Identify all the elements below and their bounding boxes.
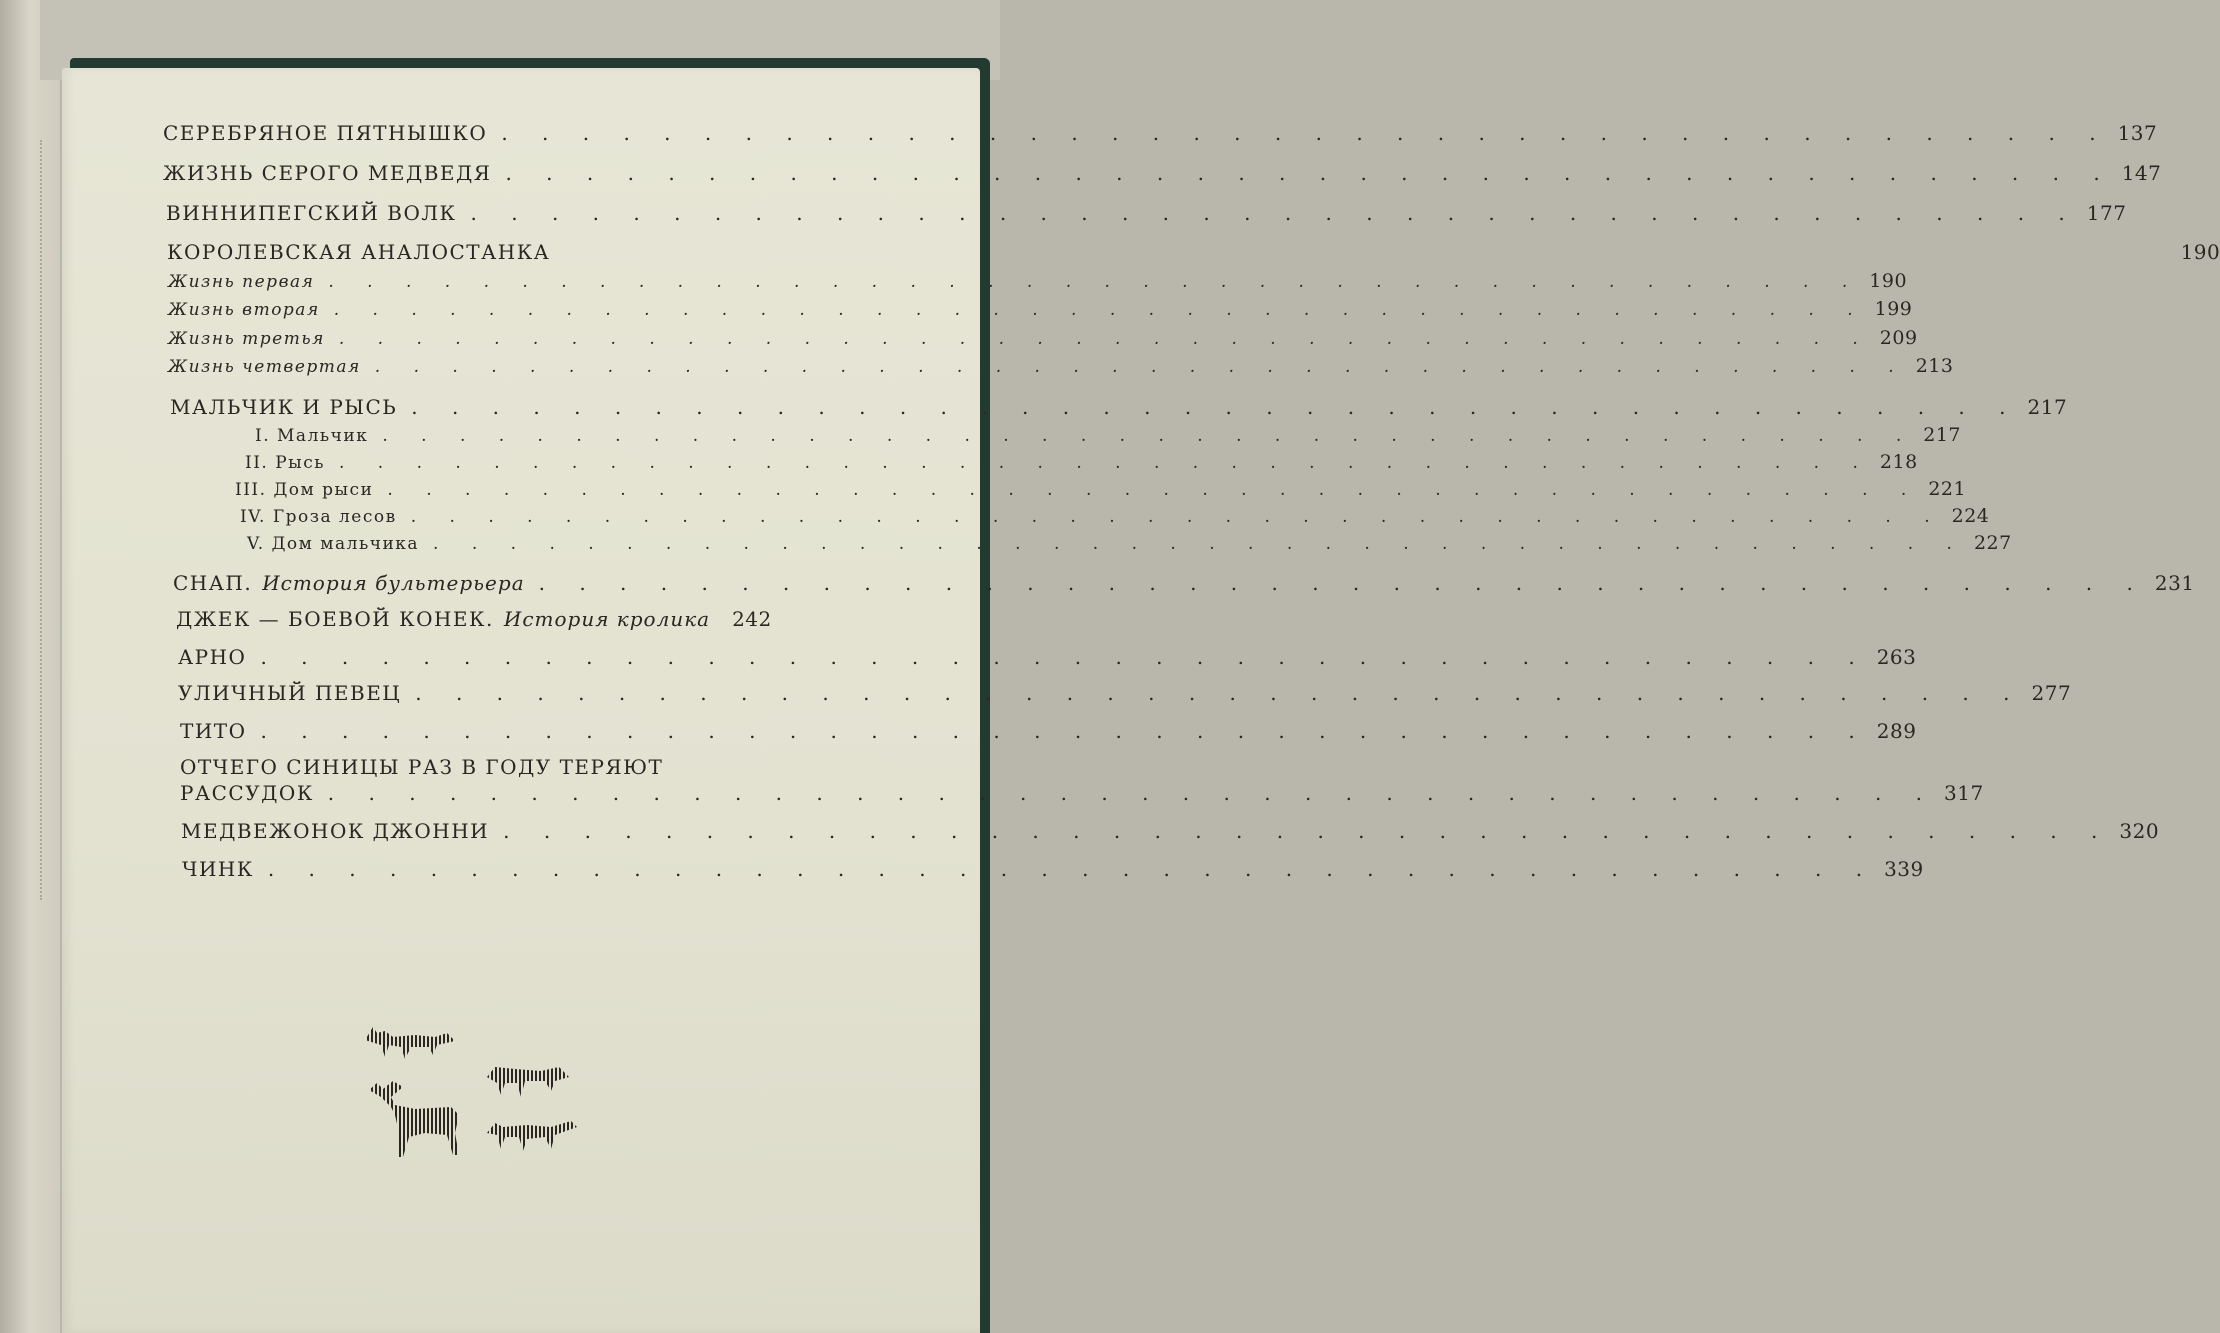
toc-entry-title: I. Мальчик <box>255 426 369 446</box>
toc-entry <box>247 532 2012 554</box>
dot-leader: . . . . . . . . . . . . . . . . . . . . . . . . . . . . . . . . . . . . . . . . <box>338 329 1872 349</box>
toc-entry-title: КОРОЛЕВСКАЯ АНАЛОСТАНКА <box>167 240 551 264</box>
dot-leader: . . . . . . . . . . . . . . . . . . . . . . . . . . . . . . . . . . . . . . . . <box>470 201 2079 225</box>
dot-leader: . . . . . . . . . . . . . . . . . . . . . . . . . . . . . . . . . . . . . . . . <box>503 819 2112 843</box>
dot-leader: . . . . . . . . . . . . . . . . . . . . . . . . . . . . . . . . . . . . . . . . <box>260 645 1869 669</box>
toc-entry-title: ТИТО <box>180 719 247 743</box>
toc-entry <box>168 327 1918 349</box>
dot-leader: . . . . . . . . . . . . . . . . . . . . . . . . . . . . . . . . . . . . . . . . <box>260 719 1869 743</box>
toc-entry <box>178 681 2072 705</box>
toc-page-number: 339 <box>1884 857 1924 881</box>
toc-entry-title: IV. Гроза лесов <box>240 507 397 527</box>
toc-entry <box>166 201 2127 225</box>
toc-entry <box>163 121 2158 145</box>
toc-entry <box>173 571 2195 595</box>
toc-entry <box>240 505 1990 527</box>
dot-leader: . . . . . . . . . . . . . . . . . . . . . . . . . . . . . . . . . . . . . . . . <box>267 857 1877 881</box>
toc-entry-title: II. Рысь <box>245 453 325 473</box>
wolf-icon <box>487 1067 569 1097</box>
toc-entry-title: ДЖЕК — БОЕВОЙ КОНЕК. <box>176 607 494 631</box>
toc-entry-title: МЕДВЕЖОНОК ДЖОННИ <box>181 819 490 843</box>
toc-page-number: 137 <box>2117 121 2158 145</box>
toc-entry <box>178 645 1917 669</box>
toc-page-number: 217 <box>1923 424 1961 446</box>
toc-page-number: 218 <box>1879 451 1918 473</box>
dot-leader: . . . . . . . . . . . . . . . . . . . . . . . . . . . . . . . . . . . . . . . . <box>415 681 2024 705</box>
toc-entry <box>235 478 1967 500</box>
dot-leader: . . . . . . . . . . . . . . . . . . . . . . . . . . . . . . . . . . . . . . . . <box>505 161 2114 185</box>
toc-page-number: 209 <box>1879 327 1918 349</box>
dot-leader: . . . . . . . . . . . . . . . . . . . . . . . . . . . . . . . . . . . . . . . . <box>338 453 1872 473</box>
toc-entry-title: СЕРЕБРЯНОЕ ПЯТНЫШКО <box>163 121 488 145</box>
toc-entry-title-line1: ОТЧЕГО СИНИЦЫ РАЗ В ГОДУ ТЕРЯЮТ <box>180 755 664 779</box>
toc-page-number: 320 <box>2119 819 2160 843</box>
toc-page-number: 289 <box>1876 719 1917 743</box>
toc-entry <box>163 161 2162 185</box>
toc-entry <box>176 607 772 631</box>
dot-leader: . . . . . . . . . . . . . . . . . . . . . . . . . . . . . . . . . . . . . . . . <box>538 571 2147 595</box>
dot-leader: . . . . . . . . . . . . . . . . . . . . . . . . . . . . . . . . . . . . . . . . <box>410 507 1944 527</box>
toc-entry-title: СНАП. <box>173 571 253 595</box>
toc-page-number: 242 <box>732 607 772 631</box>
toc-entry-title: ЖИЗНЬ СЕРОГО МЕДВЕДЯ <box>163 161 492 185</box>
toc-entry-title: Жизнь первая <box>168 272 315 292</box>
toc-entry-title: МАЛЬЧИК И РЫСЬ <box>170 395 398 419</box>
dot-leader: . . . . . . . . . . . . . . . . . . . . . . . . . . . . . . . . . . . . . . . . <box>333 300 1867 320</box>
toc-entry-title: ВИННИПЕГСКИЙ ВОЛК <box>166 201 457 225</box>
toc-entry <box>167 240 2220 264</box>
toc-page-number: 231 <box>2154 571 2195 595</box>
toc-entry <box>181 819 2160 843</box>
toc-entry-title: Жизнь четвертая <box>168 357 361 377</box>
toc-entry <box>168 298 1913 320</box>
toc-entry <box>170 395 2068 419</box>
toc-entry <box>182 857 1924 881</box>
toc-page-number: 221 <box>1928 478 1967 500</box>
toc-entry-title: Жизнь третья <box>168 329 325 349</box>
dot-leader: . . . . . . . . . . . . . . . . . . . . . . . . . . . . . . . . . . . . . . . . <box>387 480 1921 500</box>
animals-woodcut-icon <box>355 1015 590 1180</box>
toc-entry-subtitle: История бультерьера <box>262 571 525 595</box>
toc-page-number: 177 <box>2086 201 2127 225</box>
toc-page-number: 227 <box>1973 532 2012 554</box>
dot-leader: . . . . . . . . . . . . . . . . . . . . . . . . . . . . . . . . . . . . . . . . <box>433 534 1966 554</box>
toc-page-number: 224 <box>1951 505 1990 527</box>
toc-entry-title: РАССУДОК <box>180 781 314 805</box>
toc-entry-title: V. Дом мальчика <box>247 534 420 554</box>
toc-entry-title: III. Дом рыси <box>235 480 374 500</box>
toc-page-number: 190 <box>1869 270 1908 292</box>
toc-entry <box>180 719 1917 743</box>
dot-leader: . . . . . . . . . . . . . . . . . . . . . . . . . . . . . . . . . . . . . . . . <box>374 357 1908 377</box>
dot-leader: . . . . . . . . . . . . . . . . . . . . . . . . . . . . . . . . . . . . . . . . <box>411 395 2020 419</box>
fox-icon <box>487 1121 577 1151</box>
toc-entry-subtitle: История кролика <box>503 607 711 631</box>
deer-icon <box>369 1081 459 1157</box>
toc-page-number: 317 <box>1944 781 1984 805</box>
toc-entry-title: АРНО <box>178 645 247 669</box>
toc-entry <box>168 355 1954 377</box>
dot-leader: . . . . . . . . . . . . . . . . . . . . . . . . . . . . . . . . . . . . . . . . <box>328 272 1862 292</box>
dot-leader: . . . . . . . . . . . . . . . . . . . . . . . . . . . . . . . . . . . . . . . . <box>501 121 2110 145</box>
fox-icon <box>365 1027 455 1059</box>
toc-entry <box>180 781 1984 805</box>
toc-page-number: 199 <box>1874 298 1913 320</box>
toc-entry <box>245 451 1918 473</box>
toc-page-number: 263 <box>1876 645 1917 669</box>
toc-page-number: 147 <box>2121 161 2162 185</box>
toc-page-number: 213 <box>1915 355 1954 377</box>
dot-leader: . . . . . . . . . . . . . . . . . . . . . . . . . . . . . . . . . . . . . . . . <box>327 781 1937 805</box>
toc-entry <box>168 270 1908 292</box>
toc-page-number: 190 <box>2180 240 2220 264</box>
toc-entry <box>255 424 1961 446</box>
toc-entry-title: Жизнь вторая <box>168 300 320 320</box>
dot-leader: . . . . . . . . . . . . . . . . . . . . . . . . . . . . . . . . . . . . . . . . <box>382 426 1916 446</box>
toc-page-number: 217 <box>2027 395 2068 419</box>
toc-entry-title: ЧИНК <box>182 857 254 881</box>
toc-page-number: 277 <box>2031 681 2072 705</box>
toc-entry-title: УЛИЧНЫЙ ПЕВЕЦ <box>178 681 402 705</box>
